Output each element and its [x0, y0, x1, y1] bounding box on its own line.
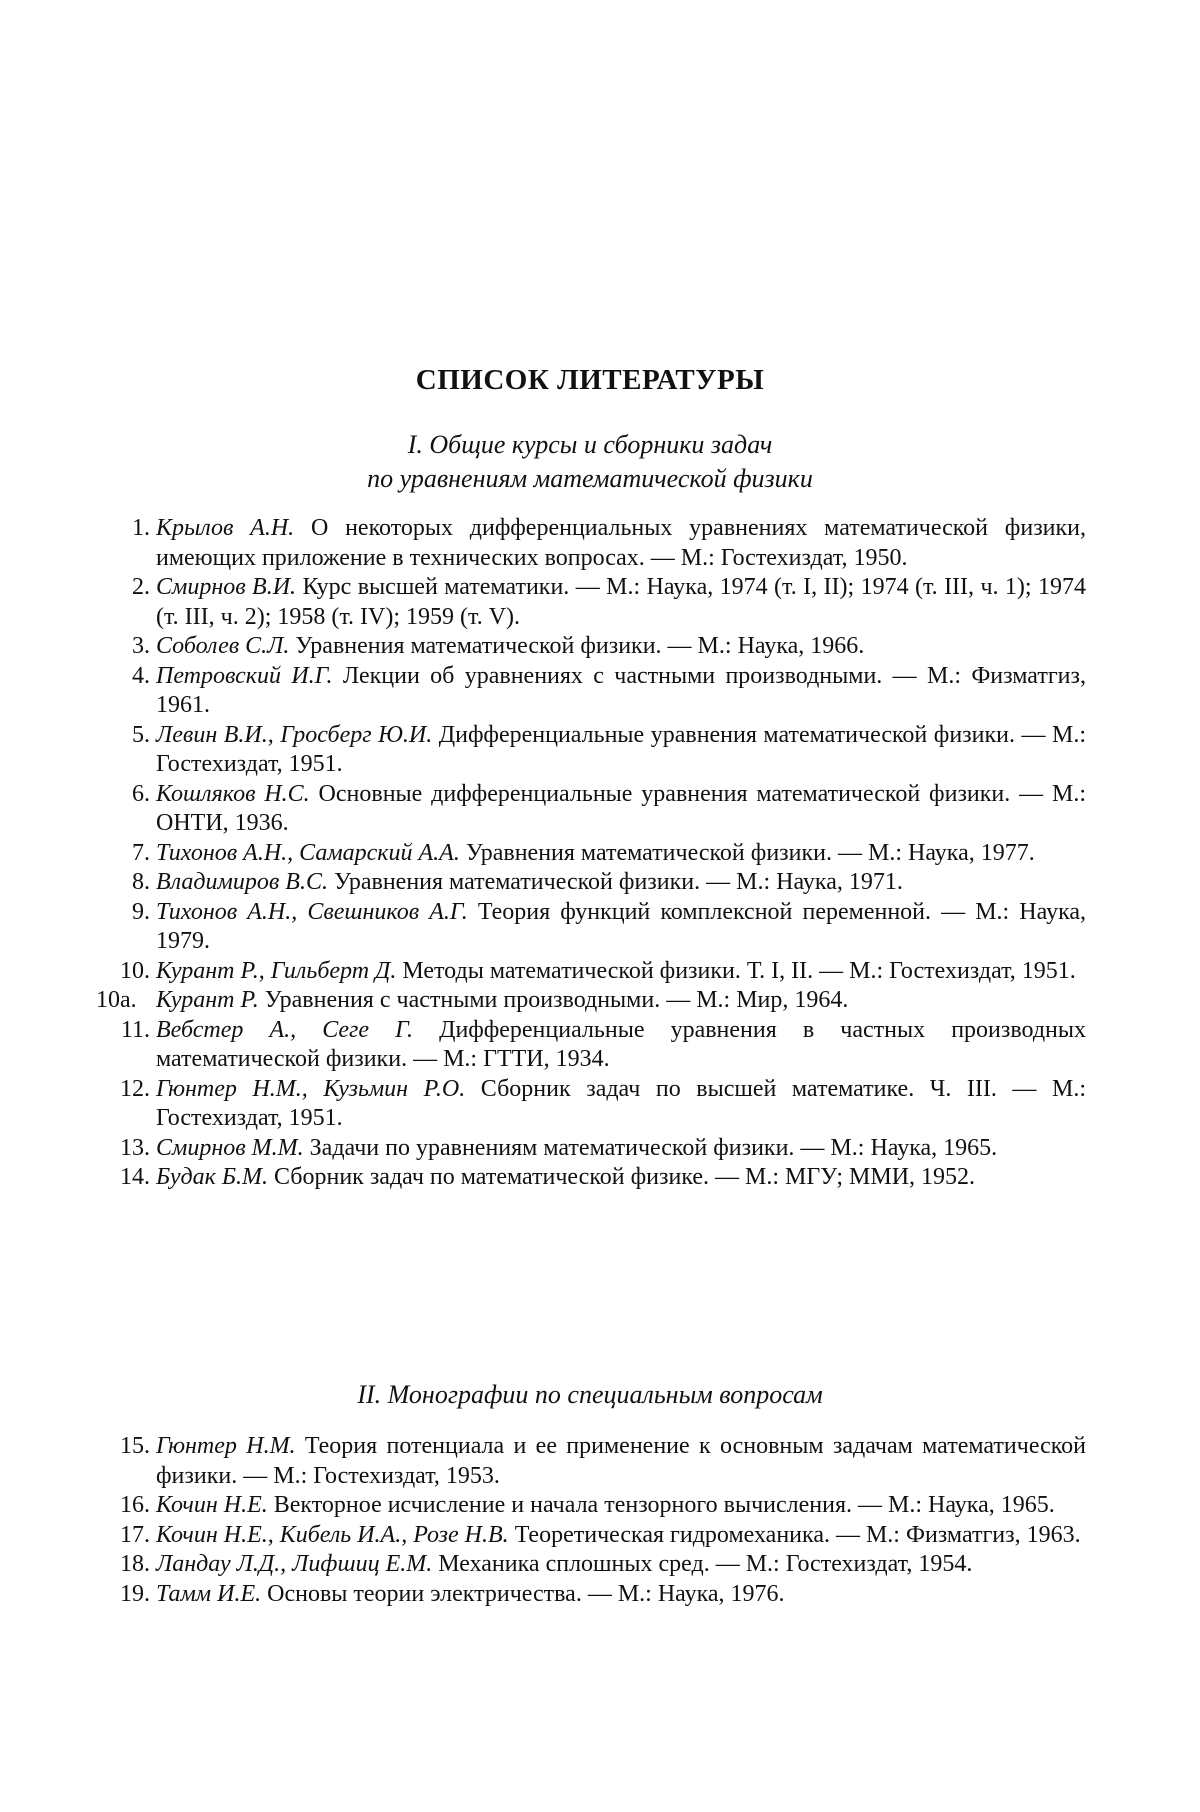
reference-text: Основы теории электричества. — М.: Наука, 1976.: [267, 1580, 785, 1607]
reference-number: 2.: [132, 574, 150, 600]
reference-authors: Смирнов В.И.: [156, 574, 297, 600]
reference-number: 18.: [120, 1551, 150, 1577]
reference-text: Уравнения математической физики. — М.: Наука, 1971.: [333, 869, 903, 895]
reference-item: [0, 662, 1086, 721]
reference-number: 7.: [132, 839, 150, 866]
reference-number: 11.: [120, 1016, 150, 1043]
reference-authors: Левин В.И., Гросберг Ю.И.: [156, 721, 433, 748]
reference-text: Уравнения математической физики. — М.: Наука, 1977.: [465, 839, 1035, 866]
reference-authors: Тихонов А.Н., Свешников А.Г.: [156, 898, 468, 925]
reference-authors: Кошляков Н.С.: [156, 780, 310, 807]
reference-item: [0, 632, 1086, 662]
reference-text: Теория функций комплексной переменной. — М.: Наука, 1979.: [156, 898, 1087, 954]
reference-item: [0, 514, 1086, 573]
reference-item: [0, 1580, 1086, 1610]
reference-item: [0, 839, 1086, 869]
reference-authors: Смирнов М.М.: [156, 1134, 304, 1161]
section-heading-line: по уравнениям математической физики: [367, 464, 813, 493]
reference-item: [0, 957, 1086, 987]
reference-item: [0, 868, 1086, 898]
reference-authors: Будак Б.М.: [156, 1164, 268, 1190]
reference-number: 1.: [132, 515, 150, 541]
page-title: СПИСОК ЛИТЕРАТУРЫ: [415, 364, 765, 396]
reference-authors: Курант Р., Гильберт Д.: [156, 957, 397, 984]
reference-number: 19.: [120, 1580, 150, 1607]
reference-text: Курс высшей математики. — М.: Наука, 1974 (т. I, II); 1974 (т. III, ч. 1); 1974 (т. III, ч. 2); 1958 (т. IV); 1959 (т. V).: [156, 574, 1086, 630]
reference-authors: Владимиров В.С.: [156, 869, 328, 895]
reference-list-monographs: [0, 1432, 1200, 1609]
reference-text: Механика сплошных сред. — М.: Гостехиздат, 1954.: [438, 1551, 973, 1577]
reference-authors: Тамм И.Е.: [156, 1580, 262, 1607]
reference-number: 15.: [120, 1433, 150, 1459]
reference-item: [0, 1163, 1086, 1193]
reference-text: Основные дифференциальные уравнения математической физики. — М.: ОНТИ, 1936.: [156, 780, 1086, 836]
reference-number: 8.: [132, 869, 150, 895]
reference-number: 10а.: [96, 987, 137, 1013]
reference-text: Лекции об уравнениях с частными производными. — М.: Физматгиз, 1961.: [156, 662, 1086, 718]
reference-authors: Курант Р.: [156, 987, 259, 1013]
reference-authors: Соболев С.Л.: [156, 633, 290, 659]
reference-text: Задачи по уравнениям математической физики. — М.: Наука, 1965.: [309, 1134, 998, 1161]
reference-text: Уравнения математической физики. — М.: Наука, 1966.: [295, 633, 865, 659]
reference-number: 16.: [120, 1492, 150, 1518]
reference-item: [0, 1491, 1086, 1521]
reference-list-general: [0, 514, 1200, 1193]
reference-item: [0, 1134, 1086, 1164]
reference-authors: Вебстер А., Сеге Г.: [156, 1016, 413, 1043]
reference-text: Сборник задач по математической физике. — М.: МГУ; ММИ, 1952.: [273, 1164, 976, 1190]
reference-authors: Кочин Н.Е., Кибель И.А., Розе Н.В.: [156, 1521, 509, 1548]
reference-text: Дифференциальные уравнения в частных производных математической физики. — М.: ГТТИ, 1934.: [156, 1016, 1087, 1072]
reference-number: 14.: [120, 1164, 150, 1190]
reference-item: [0, 1432, 1086, 1491]
section-heading-line: II. Монографии по специальным вопросам: [357, 1380, 823, 1409]
reference-item: [0, 721, 1086, 780]
section-heading-line: I. Общие курсы и сборники задач: [407, 430, 773, 459]
reference-text: Теория потенциала и ее применение к основным задачам математической физики. — М.: Гостехиздат, 1953.: [156, 1433, 1087, 1489]
reference-text: Векторное исчисление и начала тензорного вычисления. — М.: Наука, 1965.: [273, 1492, 1055, 1518]
section-heading-general: [0, 428, 1180, 496]
reference-text: О некоторых дифференциальных уравнениях математической физики, имеющих приложение в технических вопросах. — М.: Гостехиздат, 1950.: [156, 515, 1087, 571]
reference-item: [0, 1016, 1086, 1075]
reference-text: Теоретическая гидромеханика. — М.: Физматгиз, 1963.: [514, 1521, 1081, 1548]
reference-item: [0, 780, 1086, 839]
reference-authors: Ландау Л.Д., Лифшиц Е.М.: [156, 1551, 433, 1577]
reference-authors: Петровский И.Г.: [156, 662, 333, 689]
reference-authors: Крылов А.Н.: [156, 515, 295, 541]
section-heading-monographs: [0, 1378, 1180, 1412]
reference-authors: Гюнтер Н.М., Кузьмин Р.О.: [156, 1075, 466, 1102]
reference-number: 12.: [120, 1075, 150, 1102]
reference-number: 9.: [132, 898, 150, 925]
reference-item: [0, 1550, 1086, 1580]
reference-item: [0, 898, 1086, 957]
reference-authors: Кочин Н.Е.: [156, 1492, 268, 1518]
reference-authors: Тихонов А.Н., Самарский А.А.: [156, 839, 460, 866]
reference-item: [0, 573, 1086, 632]
reference-number: 10.: [120, 957, 150, 984]
reference-number: 17.: [120, 1521, 150, 1548]
reference-item: [0, 1075, 1086, 1134]
reference-number: 5.: [132, 721, 150, 748]
reference-text: Методы математической физики. Т. I, II. — М.: Гостехиздат, 1951.: [402, 957, 1076, 984]
reference-number: 4.: [132, 662, 150, 689]
reference-number: 6.: [132, 780, 150, 807]
reference-item: [0, 986, 1086, 1016]
reference-item: [0, 1521, 1086, 1551]
reference-number: 3.: [132, 633, 150, 659]
reference-authors: Гюнтер Н.М.: [156, 1433, 296, 1459]
reference-text: Дифференциальные уравнения математической физики. — М.: Гостехиздат, 1951.: [156, 721, 1087, 777]
reference-text: Сборник задач по высшей математике. Ч. III. — М.: Гостехиздат, 1951.: [156, 1075, 1086, 1131]
reference-text: Уравнения с частными производными. — М.: Мир, 1964.: [264, 987, 849, 1013]
reference-number: 13.: [120, 1134, 150, 1161]
